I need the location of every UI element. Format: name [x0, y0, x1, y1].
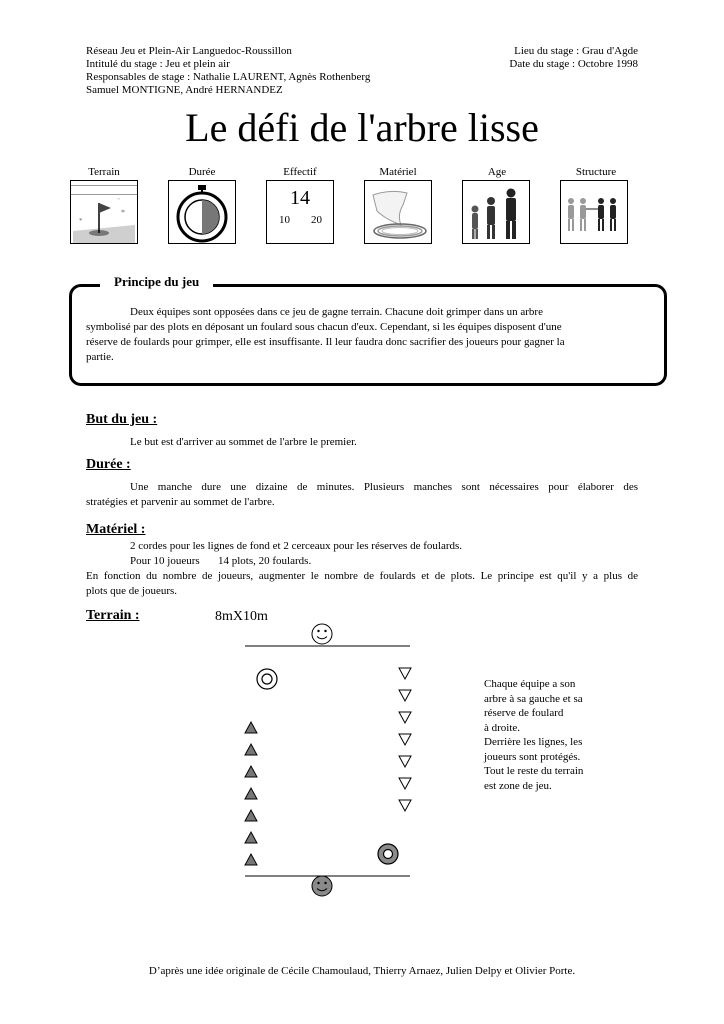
materiel-heading: Matériel :: [86, 522, 146, 537]
grey-cone-icon: [245, 810, 257, 821]
terrain-notes: [484, 677, 614, 793]
terrain-note-3: réserve de foulard: [484, 707, 564, 719]
white-cone-icon: [399, 690, 411, 701]
top-team-smiley-icon: [312, 624, 332, 644]
terrain-heading: Terrain :: [86, 608, 140, 623]
but-heading: But du jeu :: [86, 412, 158, 427]
managers-line-2: Samuel MONTIGNE, André HERNANDEZ: [86, 84, 283, 96]
svg-text:*: *: [79, 217, 83, 225]
duree-heading: Durée :: [86, 457, 131, 472]
principe-title: Principe du jeu: [100, 274, 213, 290]
principe-line-3: réserve de foulards pour grimper, elle est insuffisante. Il leur faudra donc sacrifier des joueurs pour gagner la: [86, 336, 565, 348]
white-cone-icon: [399, 734, 411, 745]
network-name: Réseau Jeu et Plein-Air Languedoc-Roussillon: [86, 45, 292, 57]
bottom-team-tree-cones: [245, 722, 257, 865]
terrain-note-6: joueurs sont protégés.: [484, 750, 581, 763]
grey-cone-icon: [245, 832, 257, 843]
terrain-note-1: Chaque équipe a son: [484, 678, 576, 690]
materiel-quantities: 14 plots, 20 foulards.: [218, 555, 312, 567]
grey-cone-icon: [245, 788, 257, 799]
category-structure-label: Structure: [575, 166, 617, 178]
effectif-max: 20: [311, 214, 322, 226]
managers-line-1: Responsables de stage : Nathalie LAURENT, Agnès Rothenberg: [86, 71, 371, 83]
duree-line-2: stratégies et parvenir au sommet de l'arbre.: [86, 496, 275, 508]
bottom-team-hoop-icon: [378, 844, 398, 864]
svg-text:*: *: [121, 208, 125, 217]
footer-credits: D’après une idée originale de Cécile Chamoulaud, Thierry Arnaez, Julien Delpy et Olivier Porte.: [148, 965, 576, 977]
but-text: Le but est d'arriver au sommet de l'arbre le premier.: [130, 436, 357, 448]
materiel-line-3: En fonction du nombre de joueurs, augmenter le nombre de foulards et de plots. Le principe est qu'il y a plus de: [86, 570, 638, 582]
principe-line-1: Deux équipes sont opposées dans ce jeu de gagne terrain. Chacune doit grimper dans un arbre: [130, 306, 543, 318]
principe-line-2: symbolisé par des plots en déposant un foulard sous chacun d'eux. Cependant, si les équipes disposent d'une: [86, 321, 562, 333]
terrain-note-7: Tout le reste du terrain: [484, 765, 584, 777]
principe-line-4: partie.: [86, 351, 114, 363]
svg-text:~: ~: [117, 197, 121, 203]
bottom-team-smiley-icon: [312, 876, 332, 896]
white-cone-icon: [399, 712, 411, 723]
course-title: Intitulé du stage : Jeu et plein air: [86, 58, 230, 70]
white-cone-icon: [399, 800, 411, 811]
top-team-hoop-icon: [257, 669, 277, 689]
course-location: Lieu du stage : Grau d'Agde: [514, 45, 638, 57]
grey-cone-icon: [245, 854, 257, 865]
effectif-min: 10: [279, 214, 290, 226]
duree-line-1: Une manche dure une dizaine de minutes. Plusieurs manches sont nécessaires pour élaborer des: [130, 481, 638, 493]
materiel-players: Pour 10 joueurs: [130, 555, 200, 567]
page-title: Le défi de l'arbre lisse: [185, 105, 539, 150]
white-cone-icon: [399, 668, 411, 679]
category-duree-label: Durée: [188, 166, 216, 178]
terrain-note-2: arbre à sa gauche et sa: [484, 692, 583, 705]
terrain-size: 8mX10m: [215, 609, 268, 624]
category-effectif-label: Effectif: [283, 166, 317, 178]
grey-cone-icon: [245, 744, 257, 755]
materiel-line-1: 2 cordes pour les lignes de fond et 2 cerceaux pour les réserves de foulards.: [130, 540, 463, 552]
category-age-label: Age: [487, 166, 507, 178]
terrain-note-8: est zone de jeu.: [484, 779, 552, 792]
terrain-note-5: Derrière les lignes, les: [484, 736, 583, 748]
effectif-value: 14: [290, 187, 310, 209]
course-date: Date du stage : Octobre 1998: [509, 58, 638, 70]
terrain-note-4: à droite.: [484, 721, 521, 734]
white-cone-icon: [399, 778, 411, 789]
white-cone-icon: [399, 756, 411, 767]
top-team-tree-cones: [399, 668, 411, 811]
materiel-line-4: plots que de joueurs.: [86, 585, 178, 597]
category-materiel-label: Matériel: [379, 166, 417, 178]
grey-cone-icon: [245, 722, 257, 733]
grey-cone-icon: [245, 766, 257, 777]
category-terrain-label: Terrain: [88, 166, 120, 178]
